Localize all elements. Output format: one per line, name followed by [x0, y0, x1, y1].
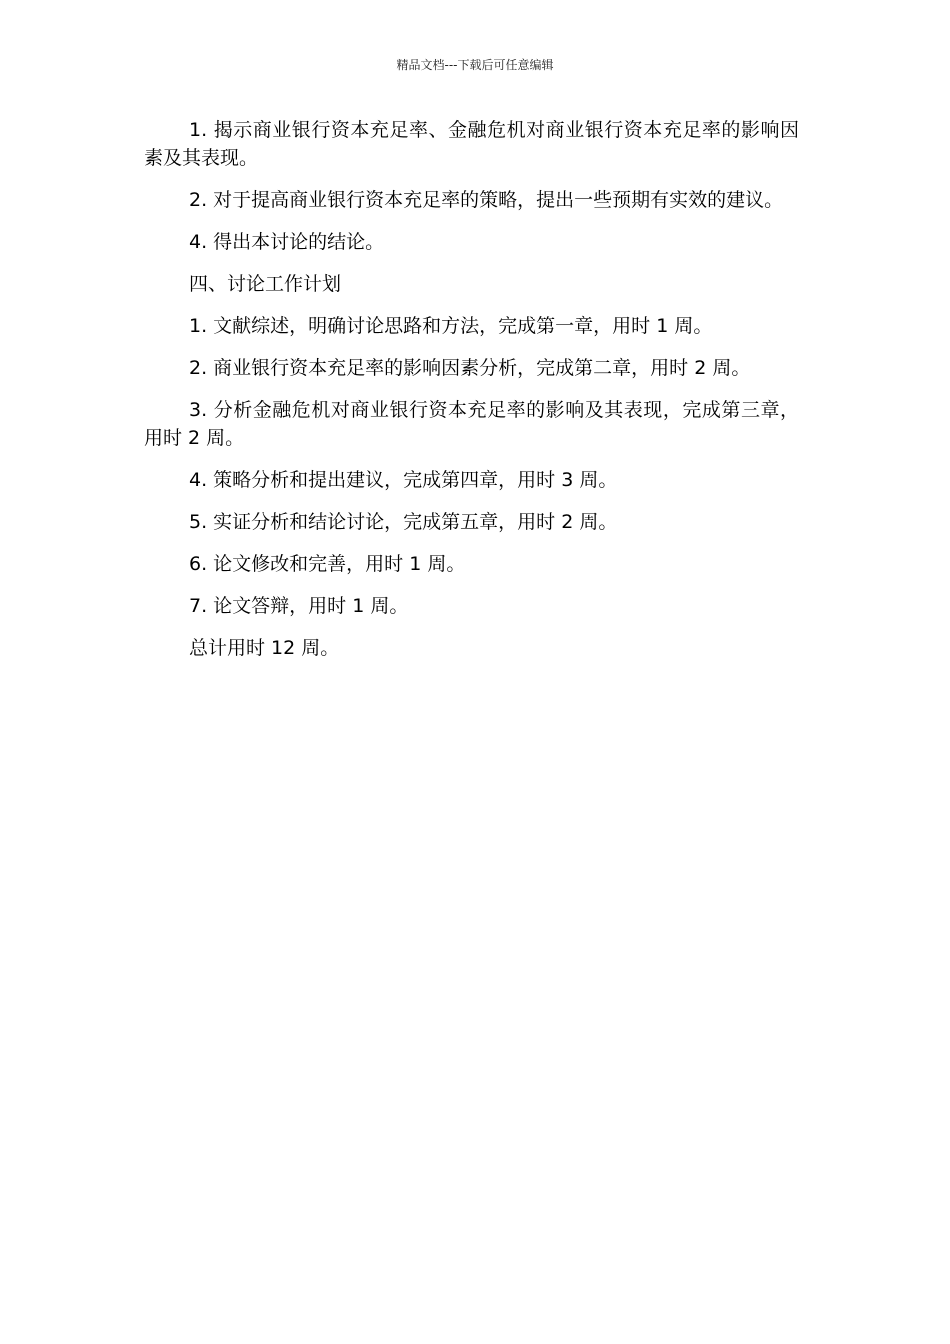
document-body: [144, 116, 799, 676]
plan-item-7: 7. 论文答辩，用时 1 周。: [189, 595, 409, 617]
plan-item-5: 5. 实证分析和结论讨论，完成第五章，用时 2 周。: [189, 511, 618, 533]
objective-item-1: 1. 揭示商业银行资本充足率、金融危机对商业银行资本充足率的影响因素及其表现。: [144, 119, 799, 169]
section-heading-work-plan: 四、讨论工作计划: [189, 273, 342, 295]
plan-item-2: 2. 商业银行资本充足率的影响因素分析，完成第二章，用时 2 周。: [189, 357, 751, 379]
plan-item-4: 4. 策略分析和提出建议，完成第四章，用时 3 周。: [189, 469, 618, 491]
objective-item-2: 2. 对于提高商业银行资本充足率的策略，提出一些预期有实效的建议。: [189, 189, 784, 211]
plan-item-3: 3. 分析金融危机对商业银行资本充足率的影响及其表现，完成第三章，用时 2 周。: [144, 399, 799, 449]
objective-item-4: 4. 得出本讨论的结论。: [189, 231, 385, 253]
plan-item-6: 6. 论文修改和完善，用时 1 周。: [189, 553, 466, 575]
plan-item-1: 1. 文献综述，明确讨论思路和方法，完成第一章，用时 1 周。: [189, 315, 713, 337]
page-header: 精品文档---下载后可任意编辑: [396, 58, 554, 72]
plan-total: 总计用时 12 周。: [189, 637, 340, 659]
